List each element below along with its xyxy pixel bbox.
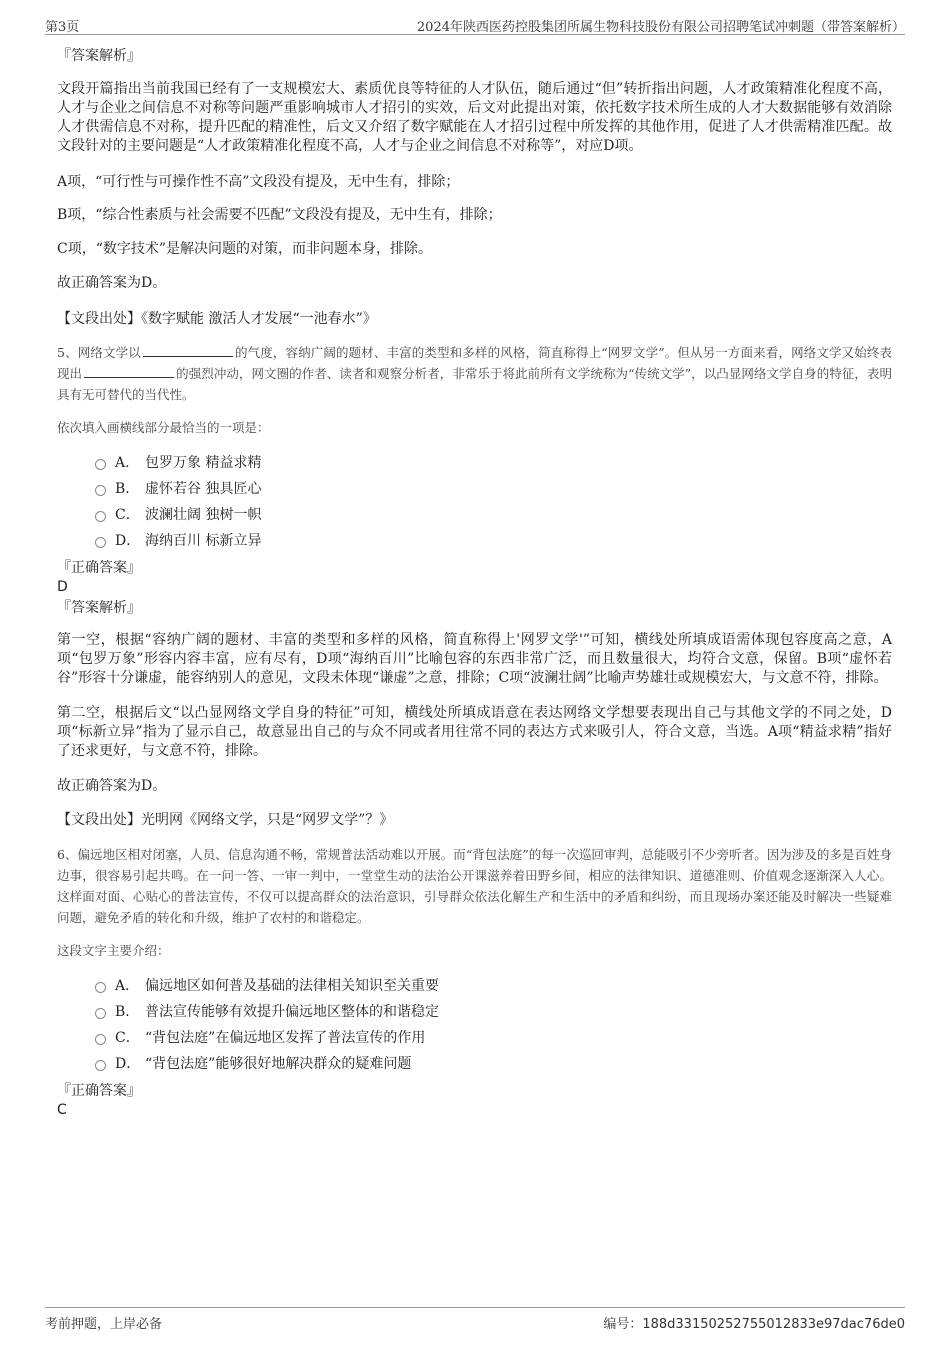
answer-label: 『正确答案』 — [57, 560, 141, 576]
question-5-options — [95, 450, 892, 554]
page-header — [45, 14, 905, 35]
correct-answer: C — [57, 1102, 67, 1118]
radio-button[interactable] — [95, 1060, 106, 1071]
source-citation: 【文段出处】《数字赋能 激活人才发展“一池春水”》 — [57, 311, 377, 327]
analysis-paragraph: 文段开篇指出当前我国已经有了一支规模宏大、素质优良等特征的人才队伍，随后通过“但”转折指出问题，人才政策精准化程度不高，人才与企业之间信息不对称等问题严重影响城市人才招引的实效，后文对此提出对策，依托数字技术所生成的人才大数据能够有效消除人才供需信息不对称，提升匹配的精准性，后文又介绍了数字赋能在人才招引过程中所发挥的其他作用，促进了人才供需精准匹配。故文段针对的主要问题是“人才政策精准化程度不高，人才与企业之间信息不对称等”，对应D项。 — [57, 81, 892, 154]
question-6-options — [95, 973, 892, 1077]
question-5-text: 5、网络文学以 的气度，容纳广阔的题材、丰富的类型和多样的风格，简直称得上“网罗文学”。但从另一方面来看，网络文学又始终表现出 的强烈冲动，网文圈的作者、读者和观察分析者，非常乐于将此前所有文学统称为“传统文学”，以凸显网络文学自身的特征，表明具有无可替代的当代性。 — [57, 345, 892, 402]
radio-button[interactable] — [95, 485, 106, 496]
option-d[interactable]: D． “背包法庭”能够很好地解决群众的疑难问题 — [95, 1051, 892, 1077]
option-a[interactable]: A． 包罗万象 精益求精 — [95, 450, 892, 476]
option-d[interactable]: D． 海纳百川 标新立异 — [95, 528, 892, 554]
option-b[interactable]: B． 普法宣传能够有效提升偏远地区整体的和谐稳定 — [95, 999, 892, 1025]
analysis-paragraph: 故正确答案为D。 — [57, 778, 167, 794]
radio-button[interactable] — [95, 1034, 106, 1045]
analysis-paragraph: 第一空，根据“容纳广阔的题材、丰富的类型和多样的风格，简直称得上'网罗文学'”可知，横线处所填成语需体现包容度高之意，A项“包罗万象”形容内容丰富，应有尽有，D项“海纳百川”比喻包容的东西非常广泛，而且数量很大，均符合文意，保留。B项“虚怀若谷”形容十分谦虚，能容纳别人的意见，文段未体现“谦虚”之意，排除；C项“波澜壮阔”比喻声势雄壮或规模宏大，与文意不符，排除。 — [57, 632, 892, 686]
radio-button[interactable] — [95, 1008, 106, 1019]
analysis-paragraph: B项，“综合性素质与社会需要不匹配”文段没有提及，无中生有，排除； — [57, 207, 502, 223]
question-5-prompt: 依次填入画横线部分最恰当的一项是： — [57, 420, 270, 435]
fill-blank — [84, 365, 174, 378]
option-c[interactable]: C． “背包法庭”在偏远地区发挥了普法宣传的作用 — [95, 1025, 892, 1051]
option-c[interactable]: C． 波澜壮阔 独树一帜 — [95, 502, 892, 528]
analysis-label: 『答案解析』 — [57, 48, 141, 64]
radio-button[interactable] — [95, 982, 106, 993]
radio-button[interactable] — [95, 537, 106, 548]
option-b[interactable]: B． 虚怀若谷 独具匠心 — [95, 476, 892, 502]
analysis-paragraph: 第二空，根据后文“以凸显网络文学自身的特征”可知，横线处所填成语意在表达网络文学想要表现出自己与其他文学的不同之处，D项“标新立异”指为了显示自己，故意显出自己的与众不同或者用往常不同的表达方式来吸引人，符合文意，当选。A项“精益求精”指好了还求更好，与文意不符，排除。 — [57, 705, 892, 759]
source-citation: 【文段出处】光明网《网络文学，只是“网罗文学”？》 — [57, 812, 394, 828]
page-number: 第3页 — [45, 20, 80, 35]
page-footer — [45, 1307, 905, 1334]
analysis-label: 『答案解析』 — [57, 600, 141, 616]
radio-button[interactable] — [95, 459, 106, 470]
analysis-paragraph: 故正确答案为D。 — [57, 275, 167, 291]
document-id: 编号：188d33150252755012833e97dac76de0 — [603, 1317, 905, 1332]
analysis-paragraph: A项，“可行性与可操作性不高”文段没有提及，无中生有，排除； — [57, 174, 460, 190]
analysis-paragraph: C项，“数字技术”是解决问题的对策，而非问题本身，排除。 — [57, 241, 433, 257]
fill-blank — [143, 344, 233, 357]
page-content — [57, 44, 892, 1120]
answer-label: 『正确答案』 — [57, 1083, 141, 1099]
question-6-text: 6、偏远地区相对闭塞，人员、信息沟通不畅，常规普法活动难以开展。而“背包法庭”的每一次巡回审判，总能吸引不少旁听者。因为涉及的多是百姓身边事，很容易引起共鸣。在一问一答、一审一判中，一堂堂生动的法治公开课滋养着田野乡间，相应的法律知识、道德准则、价值观念逐渐深入人心。这样面对面、心贴心的普法宣传，不仅可以提高群众的法治意识，引导群众依法化解生产和生活中的矛盾和纠纷，而且现场办案还能及时解决一些疑难问题，避免矛盾的转化和升级，维护了农村的和谐稳定。 — [57, 847, 892, 925]
document-title: 2024年陕西医药控股集团所属生物科技股份有限公司招聘笔试冲刺题（带答案解析） — [416, 20, 905, 35]
question-6-prompt: 这段文字主要介绍： — [57, 943, 170, 958]
option-a[interactable]: A． 偏远地区如何普及基础的法律相关知识至关重要 — [95, 973, 892, 999]
correct-answer: D — [57, 579, 68, 595]
radio-button[interactable] — [95, 511, 106, 522]
footer-slogan: 考前押题，上岸必备 — [45, 1317, 163, 1332]
